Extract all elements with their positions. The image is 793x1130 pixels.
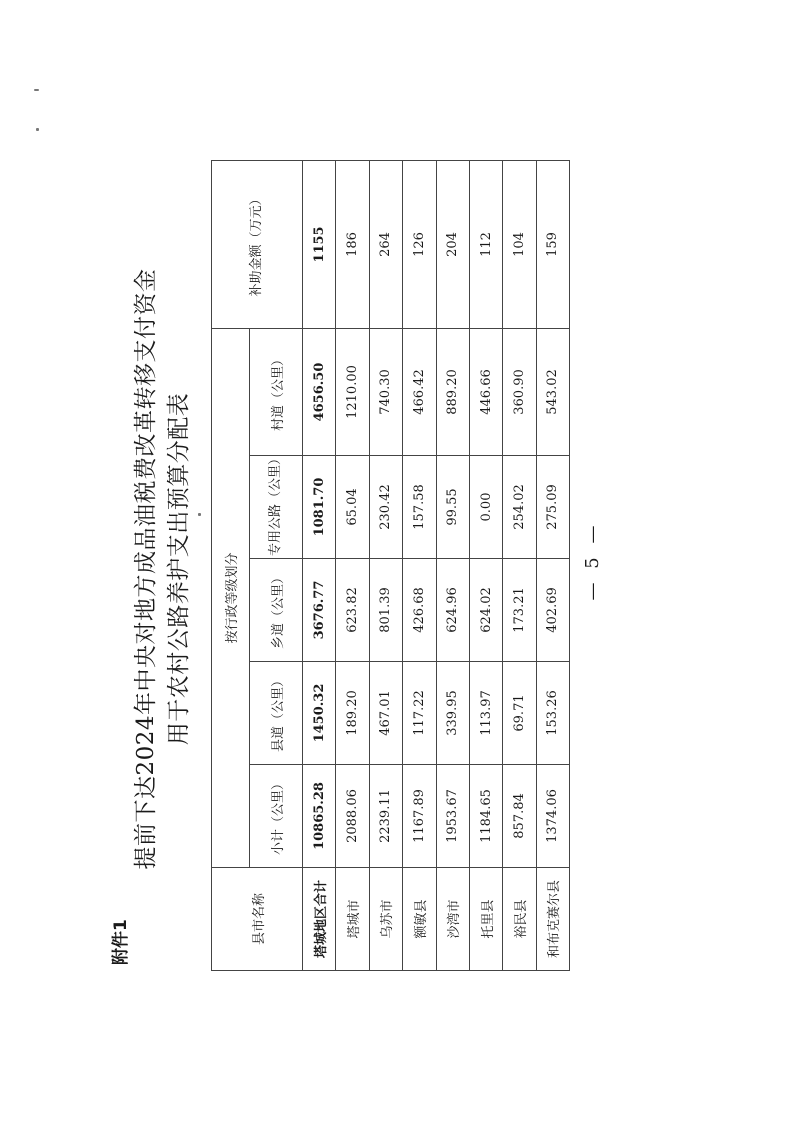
header-special-road: 专用公路（公里） (250, 456, 303, 559)
cell-special-road: 254.02 (503, 456, 536, 559)
header-subsidy-amount: 补助金额（万元） (212, 161, 303, 329)
cell-county-name: 和布克赛尔县 (536, 868, 569, 971)
cell-township-road: 402.69 (536, 559, 569, 662)
cell-county-road: 1450.32 (303, 662, 336, 765)
table-row (369, 161, 402, 971)
cell-village-road: 740.30 (369, 329, 402, 456)
cell-township-road: 801.39 (369, 559, 402, 662)
cell-county-road: 117.22 (403, 662, 436, 765)
table-row (436, 161, 469, 971)
header-subtotal: 小计（公里） (250, 765, 303, 868)
cell-subsidy: 186 (336, 161, 369, 329)
cell-subsidy: 104 (503, 161, 536, 329)
scan-speck (34, 89, 39, 91)
cell-special-road: 230.42 (369, 456, 402, 559)
cell-county-name: 塔城市 (336, 868, 369, 971)
cell-subtotal: 10865.28 (303, 765, 336, 868)
cell-township-road: 624.96 (436, 559, 469, 662)
cell-township-road: 624.02 (469, 559, 502, 662)
cell-special-road: 275.09 (536, 456, 569, 559)
cell-subtotal: 857.84 (503, 765, 536, 868)
cell-subsidy: 126 (403, 161, 436, 329)
cell-special-road: 1081.70 (303, 456, 336, 559)
cell-village-road: 446.66 (469, 329, 502, 456)
table-row (536, 161, 569, 971)
cell-special-road: 99.55 (436, 456, 469, 559)
cell-village-road: 360.90 (503, 329, 536, 456)
scan-speck (198, 513, 201, 516)
cell-county-name: 沙湾市 (436, 868, 469, 971)
cell-subtotal: 2239.11 (369, 765, 402, 868)
cell-township-road: 426.68 (403, 559, 436, 662)
cell-county-name: 乌苏市 (369, 868, 402, 971)
document-title-line-2: 用于农村公路养护支出预算分配表 (166, 392, 192, 746)
cell-county-road: 153.26 (536, 662, 569, 765)
cell-subsidy: 204 (436, 161, 469, 329)
header-village-road: 村道（公里） (250, 329, 303, 456)
page-number: — 5 — (582, 521, 603, 601)
cell-subtotal: 1374.06 (536, 765, 569, 868)
cell-county-road: 113.97 (469, 662, 502, 765)
cell-subtotal: 2088.06 (336, 765, 369, 868)
header-county-road: 县道（公里） (250, 662, 303, 765)
table-row (503, 161, 536, 971)
cell-special-road: 0.00 (469, 456, 502, 559)
table-row (403, 161, 436, 971)
cell-village-road: 543.02 (536, 329, 569, 456)
cell-township-road: 173.21 (503, 559, 536, 662)
cell-subsidy: 1155 (303, 161, 336, 329)
cell-special-road: 65.04 (336, 456, 369, 559)
cell-county-road: 189.20 (336, 662, 369, 765)
scan-speck (36, 128, 39, 131)
header-county-name: 县市名称 (212, 868, 303, 971)
table-row-total (303, 161, 336, 971)
table-row (469, 161, 502, 971)
cell-subtotal: 1184.65 (469, 765, 502, 868)
cell-village-road: 4656.50 (303, 329, 336, 456)
header-township-road: 乡道（公里） (250, 559, 303, 662)
cell-subtotal: 1167.89 (403, 765, 436, 868)
cell-county-name: 塔城地区合计 (303, 868, 336, 971)
document-title-line-1: 提前下达2024年中央对地方成品油税费改革转移支付资金 (133, 268, 159, 870)
cell-county-name: 裕民县 (503, 868, 536, 971)
cell-county-road: 339.95 (436, 662, 469, 765)
cell-subtotal: 1953.67 (436, 765, 469, 868)
cell-subsidy: 264 (369, 161, 402, 329)
budget-allocation-table (211, 160, 570, 971)
cell-special-road: 157.58 (403, 456, 436, 559)
cell-county-road: 69.71 (503, 662, 536, 765)
cell-county-name: 托里县 (469, 868, 502, 971)
cell-village-road: 1210.00 (336, 329, 369, 456)
header-admin-grade-group: 按行政等级划分 (212, 329, 250, 868)
cell-township-road: 623.82 (336, 559, 369, 662)
attachment-label: 附件1 (111, 919, 131, 965)
cell-village-road: 466.42 (403, 329, 436, 456)
cell-township-road: 3676.77 (303, 559, 336, 662)
cell-county-name: 额敏县 (403, 868, 436, 971)
cell-subsidy: 112 (469, 161, 502, 329)
cell-subsidy: 159 (536, 161, 569, 329)
cell-county-road: 467.01 (369, 662, 402, 765)
table-row (336, 161, 369, 971)
cell-village-road: 889.20 (436, 329, 469, 456)
